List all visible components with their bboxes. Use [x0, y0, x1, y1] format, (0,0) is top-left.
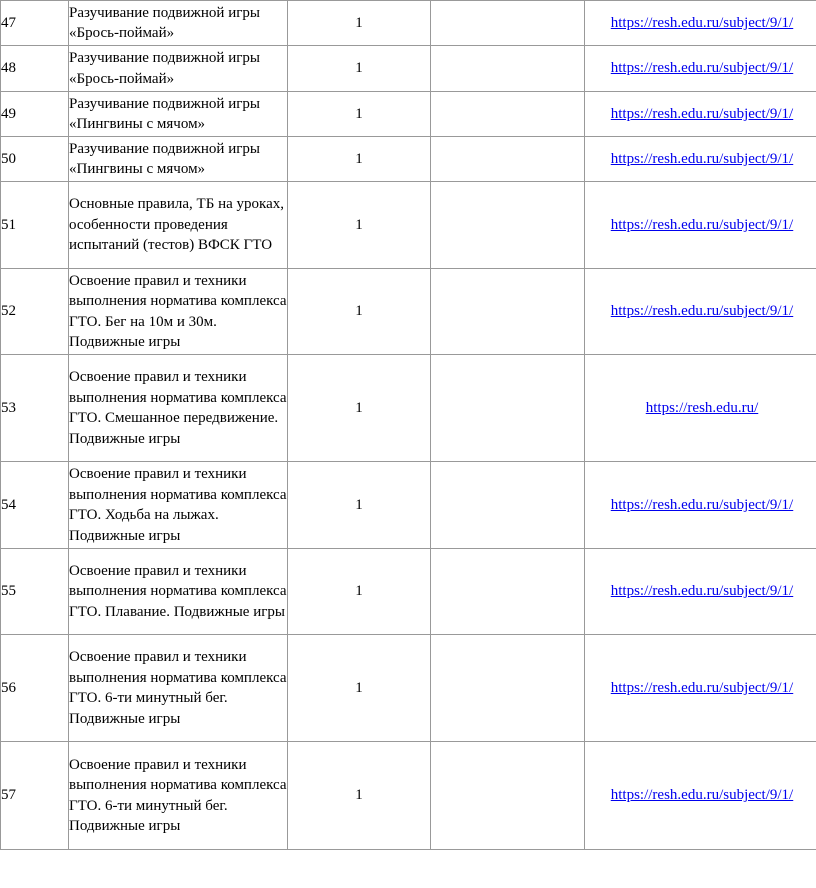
lesson-hours-cell: 1	[288, 1, 431, 46]
lesson-topic-cell: Освоение правил и техники выполнения норматива комплекса ГТО. Плавание. Подвижные игры	[69, 549, 288, 635]
resource-link[interactable]: https://resh.edu.ru/subject/9/1/	[610, 60, 794, 77]
table-row	[1, 46, 816, 92]
resource-link-cell	[585, 742, 816, 850]
lesson-topic-cell: Освоение правил и техники выполнения норматива комплекса ГТО. Бег на 10м и 30м. Подвижные игры	[69, 269, 288, 355]
lesson-number-cell: 47	[1, 1, 69, 46]
empty-cell	[431, 742, 585, 850]
table-row	[1, 549, 816, 635]
empty-cell	[431, 269, 585, 355]
table-row	[1, 742, 816, 850]
table-row	[1, 355, 816, 462]
empty-cell	[431, 182, 585, 269]
lesson-hours-cell: 1	[288, 462, 431, 549]
empty-cell	[431, 355, 585, 462]
resource-link-cell	[585, 92, 816, 137]
lesson-topic-cell: Разучивание подвижной игры «Брось-поймай»	[69, 46, 288, 92]
table-row	[1, 92, 816, 137]
resource-link-cell	[585, 1, 816, 46]
lesson-number-cell: 53	[1, 355, 69, 462]
table-row	[1, 462, 816, 549]
resource-link[interactable]: https://resh.edu.ru/subject/9/1/	[610, 583, 794, 600]
empty-cell	[431, 137, 585, 182]
lesson-number-cell: 56	[1, 635, 69, 742]
resource-link[interactable]: https://resh.edu.ru/subject/9/1/	[610, 150, 794, 167]
lesson-number-cell: 48	[1, 46, 69, 92]
resource-link-cell	[585, 635, 816, 742]
resource-link[interactable]: https://resh.edu.ru/subject/9/1/	[610, 496, 794, 513]
lesson-topic-cell: Освоение правил и техники выполнения норматива комплекса ГТО. Смешанное передвижение. Подвижные игры	[69, 355, 288, 462]
lesson-hours-cell: 1	[288, 182, 431, 269]
resource-link-cell	[585, 182, 816, 269]
lesson-number-cell: 54	[1, 462, 69, 549]
resource-link[interactable]: https://resh.edu.ru/subject/9/1/	[610, 303, 794, 320]
lesson-topic-cell: Освоение правил и техники выполнения норматива комплекса ГТО. 6-ти минутный бег. Подвижные игры	[69, 635, 288, 742]
lesson-hours-cell: 1	[288, 549, 431, 635]
lesson-topic-cell: Разучивание подвижной игры «Пингвины с мячом»	[69, 137, 288, 182]
empty-cell	[431, 549, 585, 635]
empty-cell	[431, 46, 585, 92]
resource-link[interactable]: https://resh.edu.ru/	[645, 399, 759, 416]
table-row	[1, 635, 816, 742]
lesson-hours-cell: 1	[288, 355, 431, 462]
resource-link[interactable]: https://resh.edu.ru/subject/9/1/	[610, 787, 794, 804]
lesson-hours-cell: 1	[288, 92, 431, 137]
resource-link-cell	[585, 137, 816, 182]
lesson-number-cell: 49	[1, 92, 69, 137]
table-row	[1, 182, 816, 269]
lesson-number-cell: 52	[1, 269, 69, 355]
lesson-hours-cell: 1	[288, 137, 431, 182]
resource-link-cell	[585, 269, 816, 355]
lesson-number-cell: 50	[1, 137, 69, 182]
resource-link[interactable]: https://resh.edu.ru/subject/9/1/	[610, 14, 794, 31]
empty-cell	[431, 1, 585, 46]
lesson-number-cell: 55	[1, 549, 69, 635]
resource-link-cell	[585, 462, 816, 549]
lesson-hours-cell: 1	[288, 635, 431, 742]
lesson-number-cell: 57	[1, 742, 69, 850]
empty-cell	[431, 462, 585, 549]
empty-cell	[431, 635, 585, 742]
resource-link[interactable]: https://resh.edu.ru/subject/9/1/	[610, 105, 794, 122]
lesson-topic-cell: Освоение правил и техники выполнения норматива комплекса ГТО. 6-ти минутный бег. Подвижные игры	[69, 742, 288, 850]
resource-link-cell	[585, 549, 816, 635]
lesson-number-cell: 51	[1, 182, 69, 269]
lesson-hours-cell: 1	[288, 269, 431, 355]
resource-link-cell	[585, 355, 816, 462]
resource-link[interactable]: https://resh.edu.ru/subject/9/1/	[610, 216, 794, 233]
table-row	[1, 269, 816, 355]
lesson-topic-cell: Разучивание подвижной игры «Брось-поймай»	[69, 1, 288, 46]
lesson-topic-cell: Основные правила, ТБ на уроках, особенности проведения испытаний (тестов) ВФСК ГТО	[69, 182, 288, 269]
lesson-hours-cell: 1	[288, 46, 431, 92]
table-row	[1, 1, 816, 46]
lesson-topic-cell: Разучивание подвижной игры «Пингвины с мячом»	[69, 92, 288, 137]
lesson-topic-cell: Освоение правил и техники выполнения норматива комплекса ГТО. Ходьба на лыжах. Подвижные игры	[69, 462, 288, 549]
lesson-hours-cell: 1	[288, 742, 431, 850]
empty-cell	[431, 92, 585, 137]
resource-link-cell	[585, 46, 816, 92]
resource-link[interactable]: https://resh.edu.ru/subject/9/1/	[610, 679, 794, 696]
table-row	[1, 137, 816, 182]
